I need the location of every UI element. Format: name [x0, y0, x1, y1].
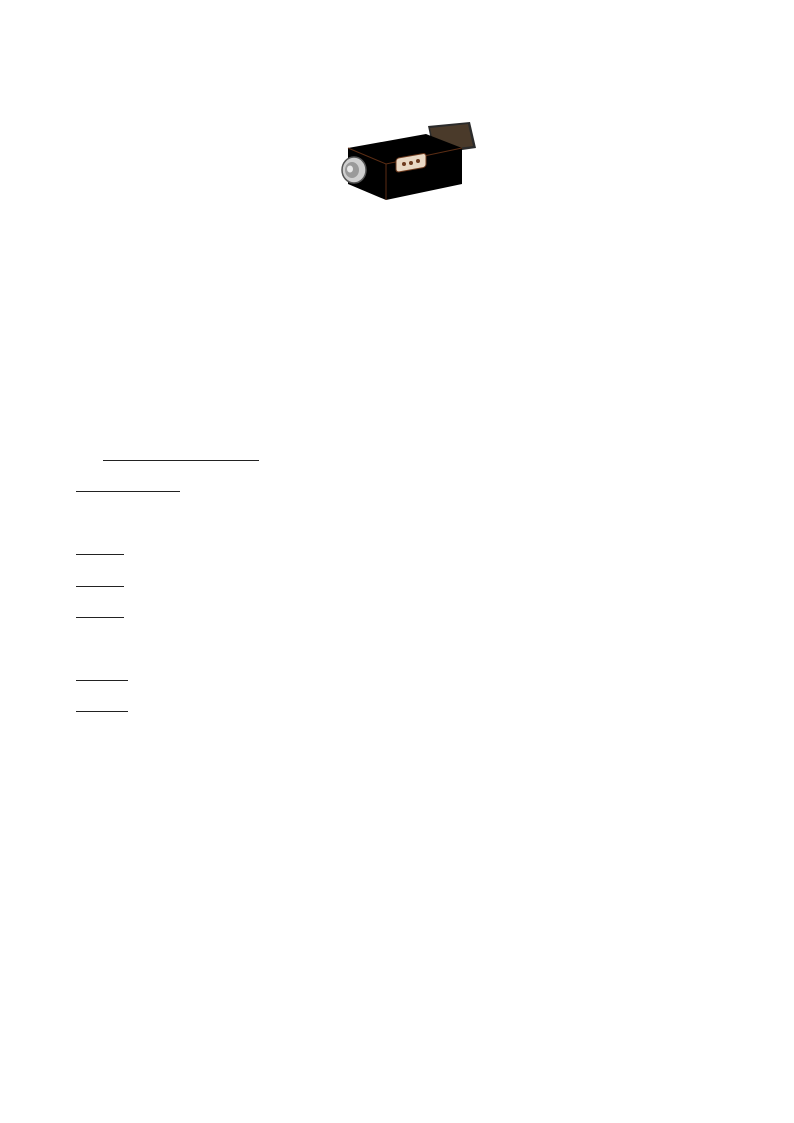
answer-blank[interactable] [155, 446, 207, 461]
q11-line3 [76, 572, 734, 592]
answer-blank[interactable] [76, 572, 124, 587]
q10-fill-line1 [103, 446, 734, 466]
q12-line2 [76, 666, 734, 686]
answer-blank[interactable] [103, 446, 155, 461]
q10-fill-line2 [76, 477, 734, 497]
answer-blank[interactable] [207, 446, 259, 461]
answer-blank[interactable] [76, 666, 128, 681]
answer-blank[interactable] [76, 603, 124, 618]
q11-line2 [76, 540, 734, 560]
answer-blank[interactable] [128, 477, 180, 492]
projector-illustration [330, 104, 490, 214]
projector-figure [330, 104, 490, 214]
answer-blank[interactable] [76, 477, 128, 492]
q11-line4 [76, 603, 734, 623]
answer-blank[interactable] [76, 540, 124, 555]
answer-blank[interactable] [76, 697, 128, 712]
q12-line3 [76, 697, 734, 717]
